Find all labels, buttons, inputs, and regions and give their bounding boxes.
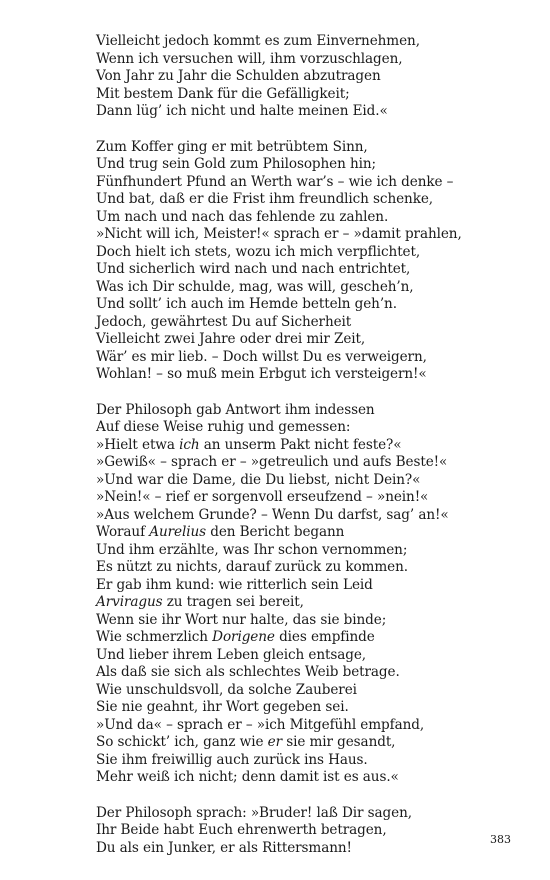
line-text: Was ich Dir schulde, mag, was will, gescheh’n,	[96, 278, 414, 295]
verse-line	[96, 226, 536, 244]
verse-line	[96, 86, 536, 104]
verse-line	[96, 51, 536, 69]
stanza	[96, 805, 536, 858]
line-text: Der Philosoph sprach: »Bruder! laß Dir sagen,	[96, 804, 412, 821]
verse-line	[96, 33, 536, 51]
line-text: Sie ihm freiwillig auch zurück ins Haus.	[96, 751, 368, 768]
verse-line	[96, 331, 536, 349]
line-text: Vielleicht jedoch kommt es zum Einvernehmen,	[96, 33, 420, 49]
verse-line	[96, 68, 536, 86]
line-text: Und lieber ihrem Leben gleich entsage,	[96, 646, 367, 663]
verse-line	[96, 822, 536, 840]
line-text: Wenn ich versuchen will, ihm vorzuschlagen,	[96, 50, 403, 67]
verse-line	[96, 489, 536, 507]
line-text: Und sicherlich wird nach und nach entrichtet,	[96, 261, 411, 277]
verse-line	[96, 629, 536, 647]
line-text: So schickt’ ich, ganz wie	[96, 734, 268, 750]
line-text: Als daß sie sich als schlechtes Weib betrage.	[96, 664, 400, 680]
verse-line	[96, 577, 536, 595]
line-text: »Nein!« – rief er sorgenvoll erseufzend – »nein!«	[96, 489, 429, 505]
emphasized-text: Aurelius	[149, 524, 206, 540]
line-text: Auf diese Weise ruhig und gemessen:	[96, 419, 351, 435]
line-text: Von Jahr zu Jahr die Schulden abzutragen	[96, 68, 381, 84]
line-text: Wie unschuldsvoll, da solche Zauberei	[96, 681, 357, 698]
verse-line	[96, 279, 536, 297]
line-text: Und bat, daß er die Frist ihm freundlich schenke,	[96, 191, 434, 207]
line-text: an unserm Pakt nicht feste?«	[199, 436, 402, 453]
verse-line	[96, 734, 536, 752]
verse-line	[96, 174, 536, 192]
verse-line	[96, 366, 536, 384]
stanza	[96, 33, 536, 121]
verse-line	[96, 261, 536, 279]
line-text: »Nicht will ich, Meister!« sprach er – »damit prahlen,	[96, 226, 462, 242]
emphasized-text: er	[267, 734, 282, 750]
line-text: dies empfinde	[274, 629, 375, 645]
line-text: Es nützt zu nichts, darauf zurück zu kommen.	[96, 559, 408, 575]
verse-line	[96, 594, 536, 612]
line-text: Vielleicht zwei Jahre oder drei mir Zeit,	[96, 331, 366, 347]
stanza	[96, 402, 536, 787]
line-text: Er gab ihm kund: wie ritterlich sein Leid	[96, 576, 373, 593]
verse-line	[96, 191, 536, 209]
line-text: »Und war die Dame, die Du liebst, nicht Dein?«	[96, 471, 421, 488]
verse-line	[96, 559, 536, 577]
verse-line	[96, 454, 536, 472]
verse-line	[96, 717, 536, 735]
verse-line	[96, 664, 536, 682]
verse-line	[96, 139, 536, 157]
verse-line	[96, 402, 536, 420]
page-number: 383	[490, 833, 511, 846]
emphasized-text: Dorigene	[212, 629, 275, 645]
verse-line	[96, 647, 536, 665]
verse-line	[96, 840, 536, 858]
verse-line	[96, 103, 536, 121]
verse-line	[96, 296, 536, 314]
line-text: Ihr Beide habt Euch ehrenwerth betragen,	[96, 822, 387, 838]
line-text: Fünfhundert Pfund an Werth war’s – wie ich denke –	[96, 173, 454, 190]
line-text: zu tragen sei bereit,	[162, 594, 304, 610]
line-text: Und sollt’ ich auch im Hemde betteln geh’n.	[96, 296, 397, 312]
emphasized-text: ich	[179, 436, 200, 453]
verse-line	[96, 699, 536, 717]
verse-line	[96, 542, 536, 560]
verse-line	[96, 209, 536, 227]
line-text: Worauf	[96, 524, 150, 540]
line-text: Wohlan! – so muß mein Erbgut ich versteigern!«	[96, 366, 427, 382]
verse-line	[96, 769, 536, 787]
verse-line	[96, 524, 536, 542]
verse-line	[96, 682, 536, 700]
verse-line	[96, 805, 536, 823]
line-text: Doch hielt ich stets, wozu ich mich verpflichtet,	[96, 243, 421, 260]
verse-line	[96, 752, 536, 770]
line-text: Wenn sie ihr Wort nur halte, das sie binde;	[96, 611, 387, 628]
line-text: »Aus welchem Grunde? – Wenn Du darfst, sag’ an!«	[96, 506, 449, 523]
verse-line	[96, 612, 536, 630]
verse-line	[96, 419, 536, 437]
line-text: Mit bestem Dank für die Gefälligkeit;	[96, 85, 350, 102]
line-text: den Bericht begann	[206, 524, 345, 540]
verse-line	[96, 349, 536, 367]
line-text: sie mir gesandt,	[281, 734, 396, 750]
verse-line	[96, 507, 536, 525]
verse-line	[96, 472, 536, 490]
line-text: »Hielt etwa	[96, 436, 180, 453]
line-text: »Gewiß« – sprach er – »getreulich und aufs Beste!«	[96, 454, 448, 470]
line-text: Und trug sein Gold zum Philosophen hin;	[96, 156, 377, 172]
verse-line	[96, 244, 536, 262]
verse-line	[96, 437, 536, 455]
line-text: Wär’ es mir lieb. – Doch willst Du es verweigern,	[96, 348, 427, 365]
line-text: Der Philosoph gab Antwort ihm indessen	[96, 401, 375, 418]
line-text: »Und da« – sprach er – »ich Mitgefühl empfand,	[96, 716, 425, 733]
line-text: Dann lüg’ ich nicht und halte meinen Eid.«	[96, 103, 388, 119]
emphasized-text: Arviragus	[96, 594, 163, 610]
poem-text	[96, 33, 536, 875]
line-text: Sie nie geahnt, ihr Wort gegeben sei.	[96, 699, 349, 715]
verse-line	[96, 314, 536, 332]
verse-line	[96, 156, 536, 174]
line-text: Du als ein Junker, er als Rittersmann!	[96, 839, 352, 856]
line-text: Und ihm erzählte, was Ihr schon vernommen;	[96, 541, 408, 558]
stanza	[96, 139, 536, 384]
line-text: Wie schmerzlich	[96, 629, 213, 645]
line-text: Mehr weiß ich nicht; denn damit ist es aus.«	[96, 769, 399, 785]
line-text: Zum Koffer ging er mit betrübtem Sinn,	[96, 138, 368, 155]
line-text: Jedoch, gewährtest Du auf Sicherheit	[96, 313, 352, 330]
line-text: Um nach und nach das fehlende zu zahlen.	[96, 208, 389, 225]
